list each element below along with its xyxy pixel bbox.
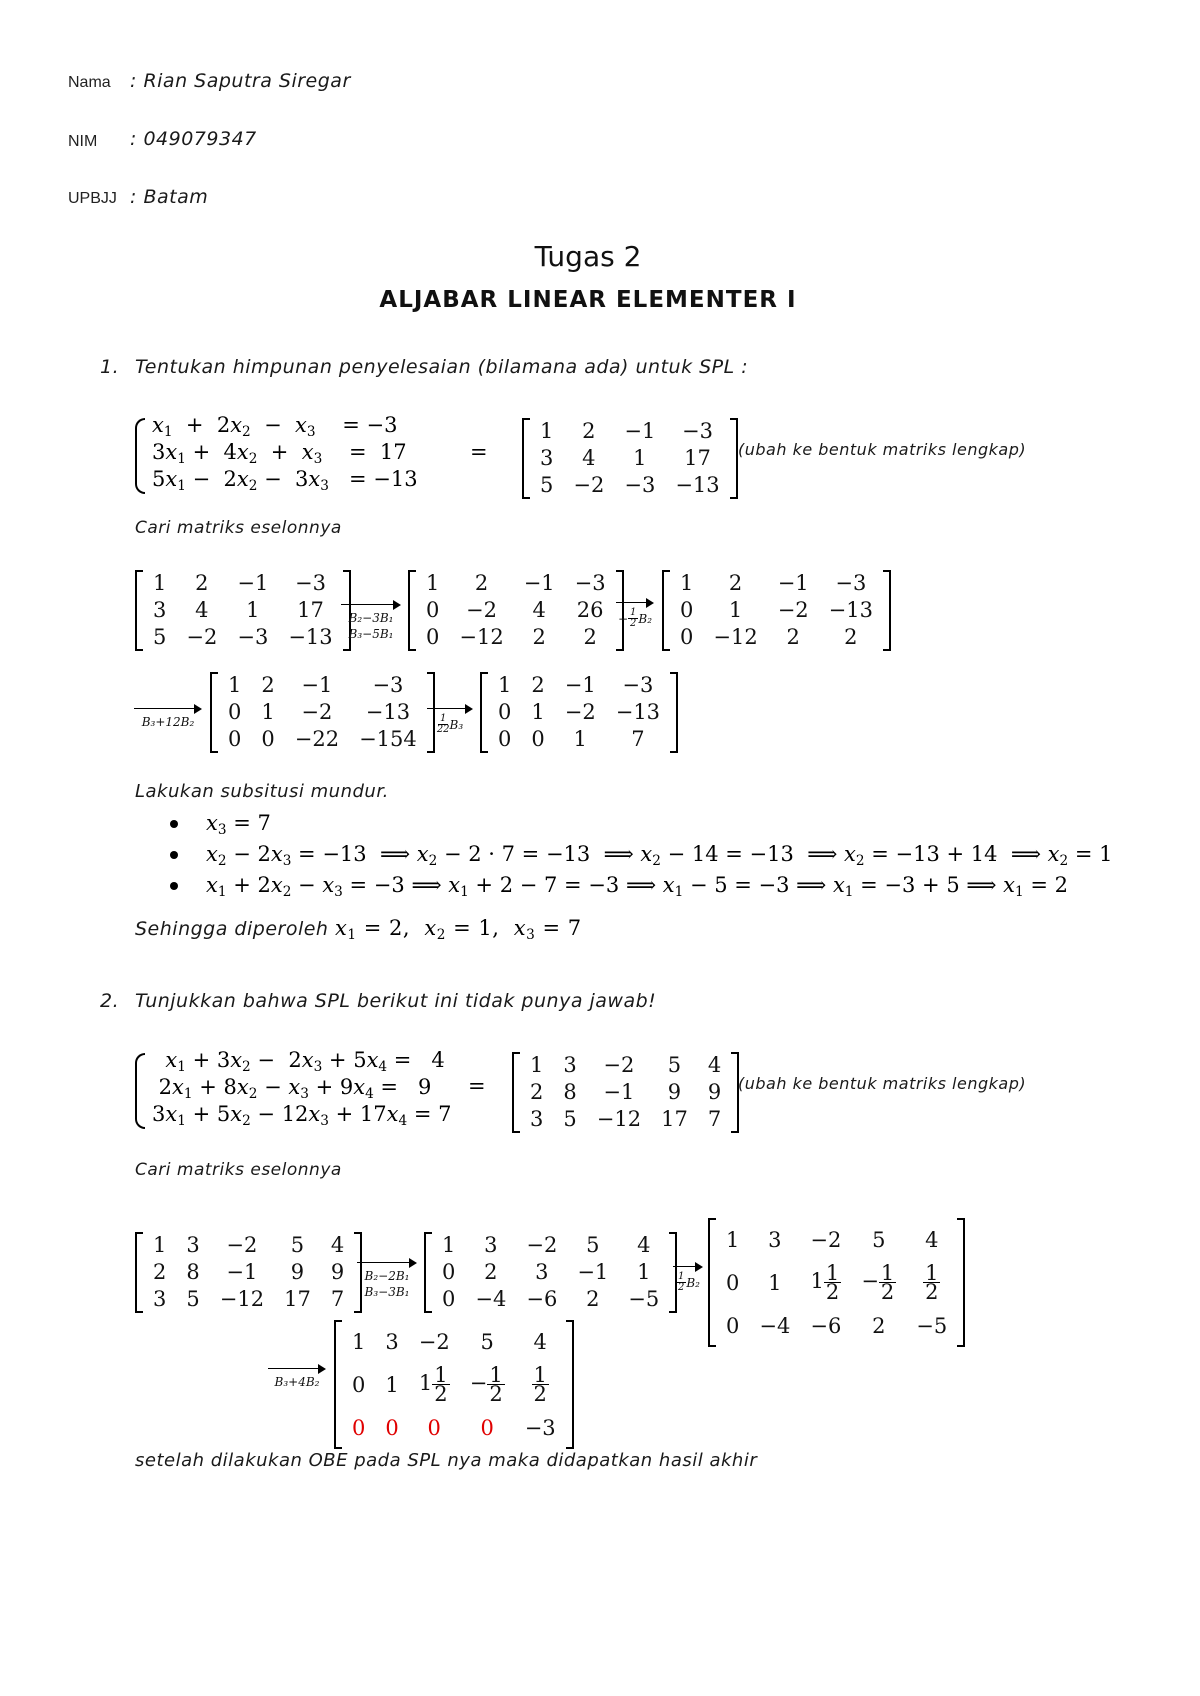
matrix-cell: −2 <box>526 1233 558 1257</box>
matrix-cell: 1 <box>228 673 242 697</box>
nim-value: 049079347 <box>143 128 257 150</box>
q1-matrix-start <box>135 570 351 651</box>
q1-number: 1. <box>100 356 120 378</box>
q1-op3: B₃+12B₂ <box>141 715 195 729</box>
matrix-cell: 8 <box>563 1080 577 1104</box>
matrix-cell: −1 <box>237 571 269 595</box>
q1-echelon-label: Cari matriks eselonnya <box>135 518 342 538</box>
q2-system-brace <box>135 1053 145 1129</box>
matrix-left-bracket <box>135 570 143 651</box>
matrix-cell: 0 <box>426 625 440 649</box>
matrix-cell: 0 <box>442 1260 456 1284</box>
matrix-cell: 2 <box>153 1260 167 1284</box>
matrix-cell: −12 <box>459 625 504 649</box>
q2-equals-sign: = <box>468 1074 486 1098</box>
matrix-cell: 17 <box>284 1287 311 1311</box>
q1-system: $x_1 + 2x_2 - x_3$ = −3 $3x_1 + 4x_2 + x_3$ = 17 $5x_1 - 2x_2 - 3x_3 = -13$ <box>152 413 418 495</box>
matrix-cell: 7 <box>631 727 645 751</box>
matrix-row <box>143 1286 354 1313</box>
matrix-cell: 3 <box>186 1233 200 1257</box>
matrix-row <box>143 570 343 597</box>
matrix-cell: 4 <box>637 1233 651 1257</box>
matrix-cell: 2 <box>844 625 858 649</box>
matrix-cell: 2 <box>474 571 489 595</box>
page-subtitle: ALJABAR LINEAR ELEMENTER I <box>379 287 797 313</box>
matrix-cell: 2 <box>728 571 743 595</box>
q1-op3-arrow <box>132 704 204 730</box>
matrix-cell: −13 <box>365 700 411 724</box>
matrix-cell: 3 <box>530 1107 544 1131</box>
matrix-cell: −3 <box>835 571 867 595</box>
matrix-cell: 0 <box>680 598 694 622</box>
matrix-cell: −1 <box>777 571 809 595</box>
q2-note: (ubah ke bentuk matriks lengkap) <box>738 1074 1027 1093</box>
matrix-cell: −3 <box>574 571 606 595</box>
matrix-row <box>416 624 616 651</box>
matrix-cell: 1 <box>728 598 743 622</box>
q1-op1-top: B₂−3B₁ <box>348 611 394 625</box>
matrix-cell: −1 <box>564 673 596 697</box>
matrix-row <box>530 418 730 445</box>
matrix-row <box>432 1286 669 1313</box>
matrix-cell: 9 <box>707 1080 722 1104</box>
q2-matrix-start <box>135 1232 362 1313</box>
nama-value: Rian Saputra Siregar <box>143 70 351 92</box>
matrix-cell: 2 <box>583 625 597 649</box>
matrix-row <box>143 597 343 624</box>
matrix-row <box>143 1232 354 1259</box>
matrix-cell: 4 <box>330 1233 345 1257</box>
matrix-row <box>432 1259 669 1286</box>
matrix-cell: 1 <box>246 598 260 622</box>
matrix-cell: 17 <box>297 598 324 622</box>
matrix-cell: 0 <box>498 727 512 751</box>
page-title: Tugas 2 <box>534 240 642 273</box>
matrix-left-bracket <box>135 1232 143 1313</box>
matrix-cell: −1 <box>624 419 656 443</box>
q1-op2: B₂ <box>638 611 653 626</box>
q1-backsub-list <box>170 808 1112 901</box>
upbjj-colon: : Batam <box>130 186 209 208</box>
matrix-cell: 2 <box>586 1287 600 1311</box>
matrix-cell: 0 <box>680 625 694 649</box>
q1-note: (ubah ke bentuk matriks lengkap) <box>738 440 1027 459</box>
matrix-cell: 5 <box>586 1233 600 1257</box>
matrix-row <box>143 1259 354 1286</box>
q2-echelon-label: Cari matriks eselonnya <box>135 1160 342 1180</box>
matrix-cell: 1 <box>261 700 275 724</box>
q1-conclusion: Sehingga diperoleh $x_1 = 2$, $x_2 = 1$, $x_3 = 7$ <box>135 916 582 944</box>
q1-op4: B₃ <box>449 717 464 732</box>
matrix-cell: 3 <box>484 1233 498 1257</box>
matrix-cell: 0 <box>228 727 242 751</box>
matrix-cell: 2 <box>582 419 596 443</box>
matrix-cell: −1 <box>523 571 555 595</box>
matrix-cell: 2 <box>195 571 209 595</box>
matrix-cell: −12 <box>713 625 758 649</box>
matrix-row <box>218 726 427 753</box>
q2-op1-top: B₂−2B₁ <box>364 1269 410 1283</box>
matrix-cell: −4 <box>475 1287 507 1311</box>
matrix-cell: 0 <box>261 727 275 751</box>
matrix-cell: 3 <box>535 1260 549 1284</box>
matrix-cell: −3 <box>294 571 326 595</box>
matrix-cell: 4 <box>582 446 596 470</box>
matrix-cell: 2 <box>786 625 800 649</box>
matrix-row <box>520 1106 731 1133</box>
q1-op2-arrow: − $\frac{1}{2}$ B₂ <box>612 598 658 629</box>
matrix-cell: 9 <box>290 1260 305 1284</box>
matrix-cell: −2 <box>186 625 218 649</box>
q1-equals-sign: = <box>470 440 488 464</box>
matrix-cell: 7 <box>330 1287 345 1311</box>
q2-op2: B₂ <box>686 1275 700 1290</box>
q2-matrix-step1 <box>424 1232 677 1313</box>
matrix-cell: −2 <box>466 598 498 622</box>
matrix-cell: 4 <box>707 1053 722 1077</box>
matrix-row <box>670 624 883 651</box>
matrix-cell: 4 <box>195 598 209 622</box>
matrix-right-bracket <box>670 672 678 753</box>
q2-number: 2. <box>100 990 120 1012</box>
q2-op1-bot: B₃−3B₁ <box>364 1285 410 1299</box>
nama-colon: : Rian Saputra Siregar <box>130 70 351 92</box>
matrix-cell: 26 <box>576 598 604 622</box>
matrix-cell: 5 <box>186 1287 200 1311</box>
matrix-row <box>488 699 670 726</box>
matrix-cell: −2 <box>301 700 333 724</box>
matrix-cell: −22 <box>294 727 340 751</box>
matrix-cell: −3 <box>622 673 654 697</box>
matrix-right-bracket <box>883 570 891 651</box>
q1-op1-bot: B₃−5B₁ <box>348 627 394 641</box>
upbjj-label: UPBJJ <box>68 190 117 207</box>
q1-augmented-matrix <box>522 418 738 499</box>
matrix-cell: 1 <box>426 571 440 595</box>
q2-system: $x_1 + 3x_2 - 2x_3 + 5x_4 = 4$ $2x_1 + 8x_2 - x_3 + 9x_4 = 9$ $3x_1 + 5x_2 - 12x_3 + 17x_4 = 7$ <box>152 1048 452 1130</box>
q1-backsub-label: Lakukan subsitusi mundur. <box>135 781 389 802</box>
matrix-left-bracket <box>480 672 488 753</box>
list-item: $x_2 - 2x_3 = -13$ ⟹ $x_2 - 2 \cdot 7 = -13$ ⟹ $x_2 - 14 = -13$ ⟹ $x_2 = -13 + 14$ ⟹ $x_2 = 1$ <box>170 839 1112 870</box>
q2-prompt: Tunjukkan bahwa SPL berikut ini tidak punya jawab! <box>135 990 657 1012</box>
matrix-cell: −12 <box>596 1107 642 1131</box>
matrix-cell: −13 <box>288 625 333 649</box>
matrix-row <box>416 570 616 597</box>
matrix-cell: −1 <box>603 1080 635 1104</box>
matrix-cell: −2 <box>226 1233 258 1257</box>
q2-matrix-step3: 1 3 −2 5 4 0 1 1 $\frac{1}{2}$ − $\frac{1}{2}$ $\frac{1}{2}$ 0 0 0 0 −3 <box>334 1320 574 1449</box>
matrix-left-bracket <box>210 672 218 753</box>
matrix-row <box>530 445 730 472</box>
q2-augmented-matrix <box>512 1052 739 1133</box>
matrix-cell: 5 <box>563 1107 577 1131</box>
list-item: $x_1 + 2x_2 - x_3 = -3$ ⟹ $x_1 + 2 - 7 = -3$ ⟹ $x_1 - 5 = -3$ ⟹ $x_1 = -3 + 5$ ⟹ $x_1 = 2$ <box>170 870 1112 901</box>
matrix-left-bracket <box>522 418 530 499</box>
matrix-cell: 3 <box>540 446 554 470</box>
matrix-cell: 2 <box>484 1260 498 1284</box>
matrix-cell: −3 <box>681 419 713 443</box>
q1-system-brace <box>135 418 145 494</box>
matrix-cell: 4 <box>532 598 546 622</box>
matrix-cell: 17 <box>684 446 711 470</box>
q1-matrix-step1 <box>408 570 624 651</box>
matrix-cell: 3 <box>153 598 167 622</box>
list-item: $x_3 = 7$ <box>170 808 1112 839</box>
q1-matrix-step2 <box>662 570 891 651</box>
matrix-cell: −12 <box>219 1287 265 1311</box>
matrix-cell: 0 <box>498 700 512 724</box>
matrix-cell: 7 <box>707 1107 722 1131</box>
matrix-cell: 9 <box>667 1080 682 1104</box>
matrix-cell: −1 <box>577 1260 609 1284</box>
q2-matrix-step2: 1 3 −2 5 4 0 1 1 $\frac{1}{2}$ − $\frac{1}{2}$ $\frac{1}{2}$ 0 −4 −6 2 −5 <box>708 1218 965 1347</box>
q2-op1-arrow <box>354 1258 420 1300</box>
q1-conclusion-label: Sehingga diperoleh <box>135 918 329 940</box>
matrix-cell: 1 <box>530 1053 544 1077</box>
matrix-row <box>488 672 670 699</box>
q1-matrix-step3 <box>210 672 435 753</box>
matrix-cell: −2 <box>777 598 809 622</box>
matrix-row <box>416 597 616 624</box>
matrix-cell: −13 <box>828 598 873 622</box>
matrix-cell: −154 <box>359 727 417 751</box>
matrix-cell: 5 <box>290 1233 305 1257</box>
matrix-row <box>143 624 343 651</box>
matrix-left-bracket <box>424 1232 432 1313</box>
matrix-cell: 5 <box>667 1053 682 1077</box>
matrix-cell: 0 <box>442 1287 456 1311</box>
matrix-cell: −2 <box>603 1053 635 1077</box>
nim-colon: : 049079347 <box>130 128 257 150</box>
matrix-cell: 0 <box>426 598 440 622</box>
q2-op2-arrow: $\frac{1}{2}$ B₂ <box>670 1262 706 1293</box>
matrix-cell: 2 <box>532 625 546 649</box>
matrix-cell: −2 <box>573 473 605 497</box>
matrix-cell: 2 <box>531 673 545 697</box>
matrix-row <box>432 1232 669 1259</box>
matrix-cell: 1 <box>573 727 587 751</box>
matrix-row <box>488 726 670 753</box>
nama-label: Nama <box>68 74 111 91</box>
matrix-cell: −6 <box>526 1287 558 1311</box>
matrix-cell: 2 <box>261 673 275 697</box>
matrix-row <box>520 1079 731 1106</box>
matrix-cell: 1 <box>637 1260 651 1284</box>
matrix-cell: 1 <box>633 446 647 470</box>
matrix-row <box>670 570 883 597</box>
matrix-cell: 5 <box>540 473 554 497</box>
matrix-cell: 9 <box>330 1260 345 1284</box>
matrix-cell: −2 <box>564 700 596 724</box>
q1-matrix-step4 <box>480 672 678 753</box>
q2-final-note: setelah dilakukan OBE pada SPL nya maka didapatkan hasil akhir <box>135 1450 758 1471</box>
matrix-cell: 5 <box>153 625 167 649</box>
matrix-left-bracket <box>408 570 416 651</box>
matrix-cell: −1 <box>226 1260 258 1284</box>
matrix-left-bracket <box>512 1052 520 1133</box>
matrix-cell: −3 <box>372 673 404 697</box>
matrix-row <box>530 472 730 499</box>
matrix-cell: 0 <box>531 727 545 751</box>
matrix-cell: 0 <box>228 700 242 724</box>
q1-op1-arrow <box>338 596 404 642</box>
matrix-cell: 1 <box>680 571 694 595</box>
matrix-cell: 3 <box>563 1053 577 1077</box>
q1-op4-arrow: $\frac{1}{22}$ B₃ <box>424 704 476 735</box>
matrix-cell: −3 <box>237 625 269 649</box>
matrix-row <box>520 1052 731 1079</box>
matrix-cell: 1 <box>153 1233 167 1257</box>
matrix-cell: 1 <box>531 700 545 724</box>
matrix-row <box>218 699 427 726</box>
matrix-cell: 2 <box>530 1080 544 1104</box>
matrix-left-bracket <box>662 570 670 651</box>
matrix-cell: 17 <box>661 1107 688 1131</box>
matrix-right-bracket <box>730 418 738 499</box>
matrix-cell: 1 <box>498 673 512 697</box>
matrix-cell: 3 <box>153 1287 167 1311</box>
matrix-cell: −13 <box>615 700 661 724</box>
q2-op3-arrow <box>266 1364 328 1390</box>
matrix-cell: −5 <box>628 1287 660 1311</box>
matrix-cell: −1 <box>301 673 333 697</box>
matrix-cell: 1 <box>153 571 167 595</box>
matrix-row <box>218 672 427 699</box>
matrix-cell: −3 <box>624 473 656 497</box>
matrix-row <box>670 597 883 624</box>
q1-prompt: Tentukan himpunan penyelesaian (bilamana ada) untuk SPL : <box>135 356 749 378</box>
matrix-cell: −13 <box>675 473 720 497</box>
q2-op3: B₃+4B₂ <box>274 1375 320 1389</box>
matrix-cell: 8 <box>186 1260 200 1284</box>
nim-label: NIM <box>68 133 98 150</box>
matrix-cell: 1 <box>540 419 554 443</box>
upbjj-value: Batam <box>143 186 209 208</box>
matrix-cell: 1 <box>442 1233 456 1257</box>
